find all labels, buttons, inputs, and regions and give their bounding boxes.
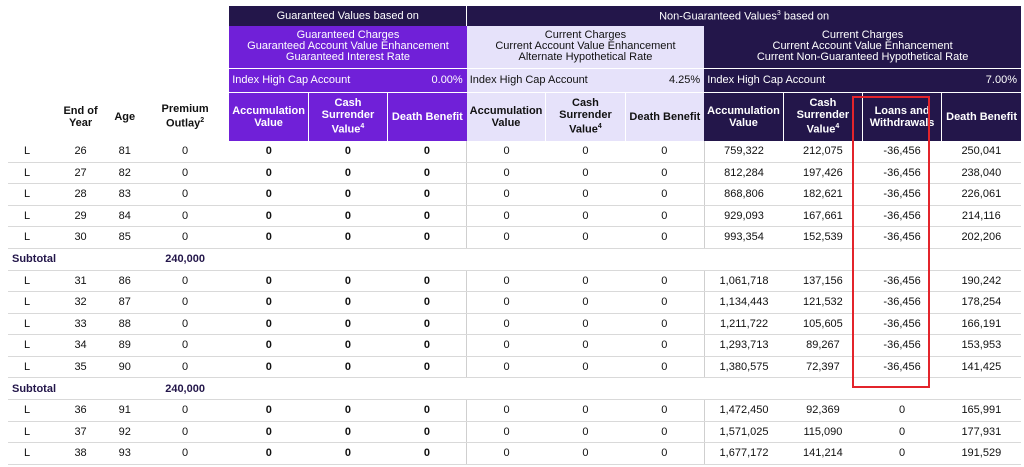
- cur-loans-withdrawals-header: [863, 92, 942, 141]
- cell-age: 81: [108, 141, 140, 162]
- cell-year: 36: [53, 400, 109, 422]
- current-charges-header: [704, 26, 1021, 68]
- cell-a-csv: 0: [546, 400, 625, 422]
- cell-g-av: 0: [229, 313, 308, 335]
- cell-c-av: 759,322: [704, 141, 783, 162]
- cell-premium: 0: [141, 335, 229, 357]
- cell-g-csv: 0: [308, 400, 387, 422]
- header-line: Cash: [572, 97, 599, 110]
- cell-a-db: 0: [625, 184, 704, 206]
- cell-year: 32: [53, 292, 109, 314]
- cell-age: 92: [108, 421, 140, 443]
- charges-line: Current Non-Guaranteed Hypothetical Rate: [756, 51, 969, 64]
- cell-a-csv: 0: [546, 335, 625, 357]
- cell-c-db: 214,116: [942, 205, 1021, 227]
- cell-g-csv: 0: [308, 227, 387, 249]
- header-line: Surrender: [559, 109, 612, 122]
- cell-c-av: 1,134,443: [704, 292, 783, 314]
- cell-g-db: 0: [388, 292, 467, 314]
- alt-accumulation-value-header: [467, 92, 546, 141]
- cell-g-av: 0: [229, 162, 308, 184]
- cell-c-lw: 0: [863, 443, 942, 465]
- cell-c-lw: -36,456: [863, 356, 942, 378]
- cell-c-db: 141,425: [942, 356, 1021, 378]
- cell-a-av: 0: [467, 313, 546, 335]
- cur-cash-surrender-value-header: [783, 92, 862, 141]
- cell-age: 85: [108, 227, 140, 249]
- subtotal-label: Subtotal: [8, 248, 141, 270]
- cell-g-csv: 0: [308, 313, 387, 335]
- cell-c-av: 1,293,713: [704, 335, 783, 357]
- cell-c-av: 812,284: [704, 162, 783, 184]
- blank-header-cell: [8, 26, 229, 68]
- cell-c-db: 238,040: [942, 162, 1021, 184]
- cell-premium: 0: [141, 313, 229, 335]
- cell-a-csv: 0: [546, 205, 625, 227]
- cell-c-csv: 212,075: [783, 141, 862, 162]
- cell-g-av: 0: [229, 141, 308, 162]
- table-row: [8, 184, 1021, 206]
- cell-c-av: 993,354: [704, 227, 783, 249]
- age-header: Age: [114, 110, 136, 123]
- policy-values-table: [8, 6, 1021, 465]
- cell-a-csv: 0: [546, 421, 625, 443]
- cell-c-lw: -36,456: [863, 184, 942, 206]
- table-row: [8, 335, 1021, 357]
- cell-age: 83: [108, 184, 140, 206]
- cell-c-csv: 141,214: [783, 443, 862, 465]
- cell-a-csv: 0: [546, 313, 625, 335]
- cell-g-csv: 0: [308, 184, 387, 206]
- cell-type: L: [8, 227, 53, 249]
- guar-death-benefit-header: Death Benefit: [388, 92, 467, 141]
- guaranteed-charges-header: [229, 26, 466, 68]
- cell-age: 90: [108, 356, 140, 378]
- cell-premium: 0: [141, 205, 229, 227]
- cell-c-db: 226,061: [942, 184, 1021, 206]
- cell-g-csv: 0: [308, 443, 387, 465]
- table-row: [8, 141, 1021, 162]
- cell-type: L: [8, 335, 53, 357]
- cell-premium: 0: [141, 227, 229, 249]
- cell-premium: 0: [141, 400, 229, 422]
- cell-type: L: [8, 162, 53, 184]
- cell-age: 88: [108, 313, 140, 335]
- cell-type: L: [8, 292, 53, 314]
- header-line: Accumulation: [232, 104, 305, 117]
- cell-year: 27: [53, 162, 109, 184]
- guaranteed-account-name: Index High Cap Account: [229, 68, 387, 92]
- table-row: [8, 270, 1021, 292]
- cell-premium: 0: [141, 292, 229, 314]
- header-line: End of: [63, 104, 98, 117]
- table-row: [8, 421, 1021, 443]
- cell-c-db: 165,991: [942, 400, 1021, 422]
- guaranteed-group-header: Guaranteed Values based on: [229, 6, 466, 26]
- cell-g-db: 0: [388, 443, 467, 465]
- cell-g-db: 0: [388, 400, 467, 422]
- cell-premium: 0: [141, 443, 229, 465]
- charges-line: Guaranteed Charges: [296, 29, 400, 42]
- cell-c-csv: 182,621: [783, 184, 862, 206]
- cell-a-av: 0: [467, 141, 546, 162]
- cell-year: 38: [53, 443, 109, 465]
- header-line: [784, 121, 862, 136]
- charges-line: Current Account Value Enhancement: [772, 40, 953, 53]
- cell-year: 33: [53, 313, 109, 335]
- cell-age: 86: [108, 270, 140, 292]
- premium-outlay-header: [141, 92, 229, 141]
- footnote-marker: 4: [360, 123, 365, 131]
- subtotal-premium: 240,000: [141, 248, 229, 270]
- nonguaranteed-group-text: Non-Guaranteed Values: [659, 10, 777, 23]
- charges-line: Current Charges: [544, 29, 627, 42]
- cell-g-db: 0: [388, 356, 467, 378]
- current-account-name: Index High Cap Account: [704, 68, 941, 92]
- cell-age: 91: [108, 400, 140, 422]
- header-line: [141, 115, 229, 130]
- cell-year: 26: [53, 141, 109, 162]
- cell-a-db: 0: [625, 356, 704, 378]
- cell-a-db: 0: [625, 162, 704, 184]
- cell-c-lw: -36,456: [863, 205, 942, 227]
- cell-type: L: [8, 443, 53, 465]
- cell-a-csv: 0: [546, 184, 625, 206]
- cell-c-csv: 121,532: [783, 292, 862, 314]
- cell-g-db: 0: [388, 313, 467, 335]
- header-line: Premium: [161, 103, 209, 116]
- end-of-year-header: [53, 92, 109, 141]
- header-line: Accumulation: [707, 104, 780, 117]
- cell-c-db: 166,191: [942, 313, 1021, 335]
- header-text: Value: [806, 124, 836, 137]
- charges-line: Guaranteed Interest Rate: [285, 51, 411, 64]
- cell-age: 93: [108, 443, 140, 465]
- cell-year: 37: [53, 421, 109, 443]
- header-line: Surrender: [321, 109, 375, 122]
- subtotal-row: [8, 248, 1021, 270]
- cell-a-av: 0: [467, 421, 546, 443]
- cell-a-db: 0: [625, 205, 704, 227]
- alternate-account-name: Index High Cap Account: [467, 68, 625, 92]
- header-text: Value: [331, 124, 361, 137]
- cell-c-csv: 115,090: [783, 421, 862, 443]
- cell-a-db: 0: [625, 335, 704, 357]
- cell-c-lw: -36,456: [863, 335, 942, 357]
- footnote-marker: 4: [597, 123, 602, 131]
- cell-c-av: 1,380,575: [704, 356, 783, 378]
- cell-type: L: [8, 270, 53, 292]
- cell-c-av: 1,571,025: [704, 421, 783, 443]
- cell-c-csv: 137,156: [783, 270, 862, 292]
- cell-type: L: [8, 421, 53, 443]
- cell-g-db: 0: [388, 421, 467, 443]
- header-text: Value: [569, 124, 598, 137]
- subtotal-label: Subtotal: [8, 378, 141, 400]
- cell-type: L: [8, 313, 53, 335]
- cell-age: 87: [108, 292, 140, 314]
- cell-a-db: 0: [625, 227, 704, 249]
- cell-c-lw: -36,456: [863, 313, 942, 335]
- cell-c-csv: 167,661: [783, 205, 862, 227]
- cell-a-csv: 0: [546, 227, 625, 249]
- table-row: [8, 400, 1021, 422]
- cell-a-av: 0: [467, 184, 546, 206]
- cell-g-csv: 0: [308, 292, 387, 314]
- cell-type: L: [8, 356, 53, 378]
- cell-a-csv: 0: [546, 356, 625, 378]
- cell-g-av: 0: [229, 227, 308, 249]
- cell-c-db: 177,931: [942, 421, 1021, 443]
- footnote-marker: 4: [835, 123, 840, 131]
- cell-c-lw: 0: [863, 421, 942, 443]
- table-row: [8, 292, 1021, 314]
- cell-c-csv: 152,539: [783, 227, 862, 249]
- cur-death-benefit-header: Death Benefit: [942, 92, 1021, 141]
- alternate-rate: 4.25%: [625, 68, 704, 92]
- cell-c-db: 202,206: [942, 227, 1021, 249]
- cell-a-db: 0: [625, 443, 704, 465]
- cell-g-csv: 0: [308, 270, 387, 292]
- cur-accumulation-value-header: [704, 92, 783, 141]
- cell-premium: 0: [141, 184, 229, 206]
- subtotal-row: [8, 378, 1021, 400]
- cell-g-av: 0: [229, 443, 308, 465]
- cell-c-av: 1,061,718: [704, 270, 783, 292]
- cell-g-av: 0: [229, 270, 308, 292]
- cell-g-csv: 0: [308, 356, 387, 378]
- cell-g-db: 0: [388, 270, 467, 292]
- cell-g-csv: 0: [308, 335, 387, 357]
- cell-g-db: 0: [388, 184, 467, 206]
- cell-a-av: 0: [467, 227, 546, 249]
- cell-a-db: 0: [625, 400, 704, 422]
- cell-premium: 0: [141, 162, 229, 184]
- cell-type: L: [8, 205, 53, 227]
- header-line: Year: [68, 116, 93, 129]
- cell-a-av: 0: [467, 270, 546, 292]
- cell-a-av: 0: [467, 205, 546, 227]
- charges-line: Current Account Value Enhancement: [495, 40, 676, 53]
- cell-c-av: 1,211,722: [704, 313, 783, 335]
- header-line: Value: [254, 116, 283, 129]
- header-line: [546, 121, 624, 136]
- cell-c-lw: -36,456: [863, 292, 942, 314]
- footnote-marker: 3: [776, 9, 781, 17]
- cell-g-db: 0: [388, 205, 467, 227]
- cell-year: 28: [53, 184, 109, 206]
- subtotal-premium: 240,000: [141, 378, 229, 400]
- cell-c-lw: -36,456: [863, 141, 942, 162]
- cell-a-av: 0: [467, 356, 546, 378]
- cell-a-db: 0: [625, 270, 704, 292]
- nonguaranteed-group-suffix: based on: [780, 10, 830, 23]
- guar-cash-surrender-value-header: [308, 92, 387, 141]
- cell-g-av: 0: [229, 400, 308, 422]
- blank-header-cell: [8, 92, 53, 141]
- table-row: [8, 205, 1021, 227]
- cell-a-av: 0: [467, 162, 546, 184]
- cell-a-csv: 0: [546, 162, 625, 184]
- cell-a-csv: 0: [546, 270, 625, 292]
- table-body: [8, 141, 1021, 464]
- cell-g-csv: 0: [308, 205, 387, 227]
- cell-age: 84: [108, 205, 140, 227]
- charges-line: Current Charges: [821, 29, 904, 42]
- cell-a-av: 0: [467, 292, 546, 314]
- cell-premium: 0: [141, 421, 229, 443]
- cell-a-csv: 0: [546, 443, 625, 465]
- cell-c-csv: 72,397: [783, 356, 862, 378]
- cell-a-av: 0: [467, 335, 546, 357]
- cell-c-db: 153,953: [942, 335, 1021, 357]
- footnote-marker: 2: [200, 117, 205, 125]
- header-text: Outlay: [166, 117, 201, 130]
- nonguaranteed-group-header: [467, 6, 1021, 26]
- header-line: [309, 121, 387, 136]
- cell-age: 82: [108, 162, 140, 184]
- table-row: [8, 162, 1021, 184]
- subtotal-blank: [229, 248, 1021, 270]
- cell-g-db: 0: [388, 227, 467, 249]
- cell-a-db: 0: [625, 313, 704, 335]
- cell-g-av: 0: [229, 184, 308, 206]
- header-line: Accumulation: [469, 104, 543, 117]
- charges-line: Guaranteed Account Value Enhancement: [247, 40, 449, 53]
- cell-c-csv: 92,369: [783, 400, 862, 422]
- cell-c-csv: 89,267: [783, 335, 862, 357]
- cell-year: 30: [53, 227, 109, 249]
- cell-age: 89: [108, 335, 140, 357]
- cell-c-db: 190,242: [942, 270, 1021, 292]
- table-row: [8, 227, 1021, 249]
- header-line: Withdrawals: [869, 116, 935, 129]
- cell-year: 35: [53, 356, 109, 378]
- cell-a-csv: 0: [546, 141, 625, 162]
- cell-g-db: 0: [388, 141, 467, 162]
- cell-type: L: [8, 141, 53, 162]
- cell-g-db: 0: [388, 335, 467, 357]
- alt-death-benefit-header: Death Benefit: [625, 92, 704, 141]
- blank-header-cell: [8, 6, 229, 26]
- cell-c-av: 1,677,172: [704, 443, 783, 465]
- cell-premium: 0: [141, 356, 229, 378]
- subtotal-blank: [229, 378, 1021, 400]
- guaranteed-rate: 0.00%: [388, 68, 467, 92]
- cell-premium: 0: [141, 141, 229, 162]
- cell-year: 29: [53, 205, 109, 227]
- header-line: Cash: [809, 97, 837, 110]
- cell-g-csv: 0: [308, 162, 387, 184]
- cell-a-csv: 0: [546, 292, 625, 314]
- cell-c-csv: 105,605: [783, 313, 862, 335]
- cell-g-av: 0: [229, 335, 308, 357]
- cell-g-av: 0: [229, 356, 308, 378]
- cell-g-db: 0: [388, 162, 467, 184]
- cell-c-lw: -36,456: [863, 227, 942, 249]
- cell-a-av: 0: [467, 443, 546, 465]
- cell-year: 31: [53, 270, 109, 292]
- cell-c-lw: -36,456: [863, 270, 942, 292]
- cell-c-db: 191,529: [942, 443, 1021, 465]
- charges-line: Alternate Hypothetical Rate: [518, 51, 653, 64]
- cell-c-db: 178,254: [942, 292, 1021, 314]
- table-row: [8, 356, 1021, 378]
- cell-type: L: [8, 400, 53, 422]
- header-line: Cash: [334, 97, 362, 110]
- cell-c-db: 250,041: [942, 141, 1021, 162]
- guar-accumulation-value-header: [229, 92, 308, 141]
- header-line: Surrender: [796, 109, 850, 122]
- cell-a-db: 0: [625, 292, 704, 314]
- cell-g-av: 0: [229, 205, 308, 227]
- cell-a-db: 0: [625, 141, 704, 162]
- header-line: Value: [491, 116, 521, 129]
- header-line: Value: [729, 116, 758, 129]
- current-rate: 7.00%: [942, 68, 1021, 92]
- blank-header-cell: [8, 68, 229, 92]
- cell-g-csv: 0: [308, 421, 387, 443]
- cell-g-av: 0: [229, 292, 308, 314]
- table-row: [8, 313, 1021, 335]
- table-row: [8, 443, 1021, 465]
- cell-c-csv: 197,426: [783, 162, 862, 184]
- cell-premium: 0: [141, 270, 229, 292]
- cell-type: L: [8, 184, 53, 206]
- cell-c-av: 929,093: [704, 205, 783, 227]
- cell-g-av: 0: [229, 421, 308, 443]
- cell-c-av: 1,472,450: [704, 400, 783, 422]
- cell-c-lw: -36,456: [863, 162, 942, 184]
- cell-year: 34: [53, 335, 109, 357]
- cell-g-csv: 0: [308, 141, 387, 162]
- cell-a-av: 0: [467, 400, 546, 422]
- header-line: Loans and: [874, 104, 930, 117]
- cell-a-db: 0: [625, 421, 704, 443]
- alt-cash-surrender-value-header: [546, 92, 625, 141]
- alternate-charges-header: [467, 26, 704, 68]
- cell-c-av: 868,806: [704, 184, 783, 206]
- cell-c-lw: 0: [863, 400, 942, 422]
